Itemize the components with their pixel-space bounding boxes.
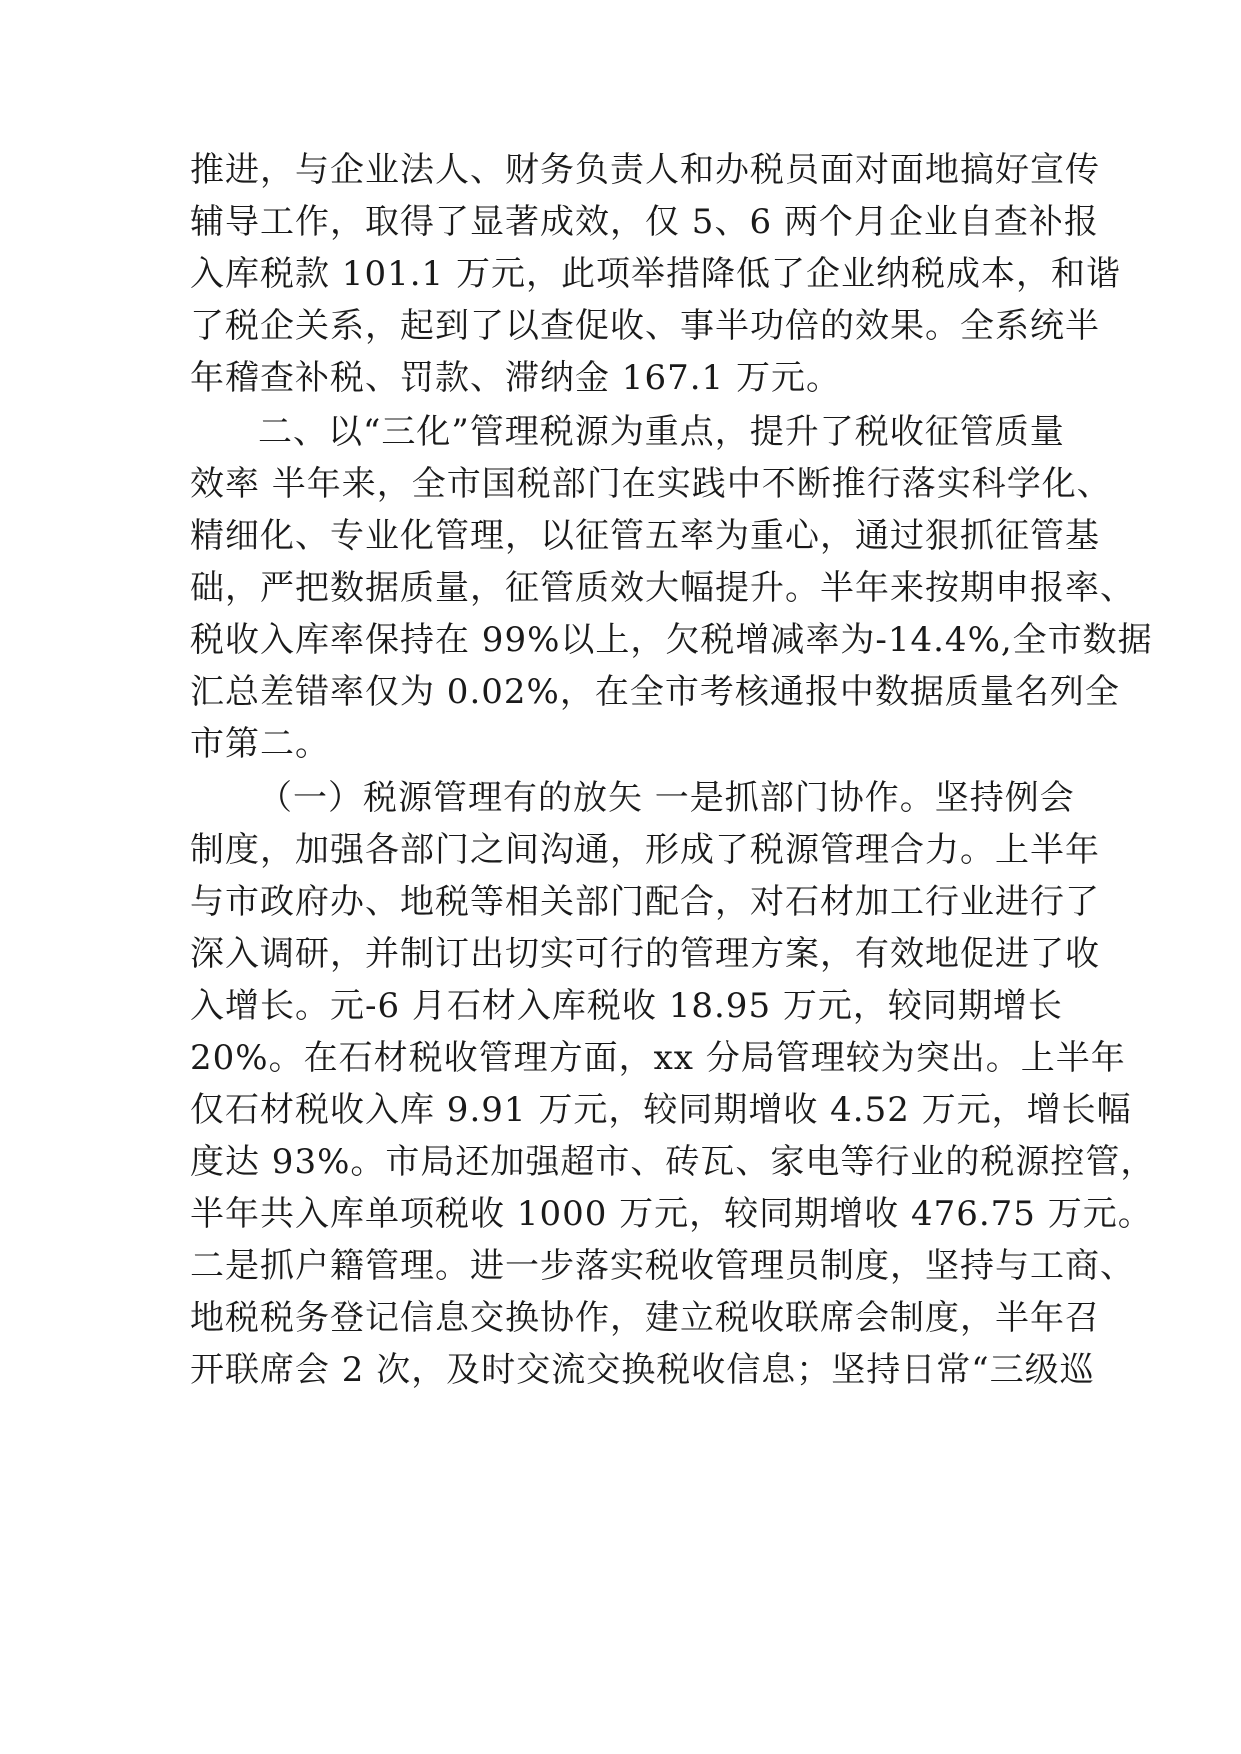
text-line: 推进，与企业法人、财务负责人和办税员面对面地搞好宣传	[190, 150, 1100, 190]
text-line: 入库税款 101.1 万元，此项举措降低了企业纳税成本，和谐	[190, 254, 1121, 294]
text-line: 与市政府办、地税等相关部门配合，对石材加工行业进行了	[190, 882, 1100, 922]
text-line: 20%。在石材税收管理方面，xx 分局管理较为突出。上半年	[190, 1038, 1126, 1078]
text-line: 了税企关系，起到了以查促收、事半功倍的效果。全系统半	[190, 306, 1100, 346]
text-line: 仅石材税收入库 9.91 万元，较同期增收 4.52 万元，增长幅	[190, 1090, 1132, 1130]
text-line: 辅导工作，取得了显著成效，仅 5、6 两个月企业自查补报	[190, 202, 1099, 242]
text-line: 地税税务登记信息交换协作，建立税收联席会制度，半年召	[190, 1298, 1100, 1338]
text-line: 效率 半年来，全市国税部门在实践中不断推行落实科学化、	[190, 464, 1112, 504]
text-line: 精细化、专业化管理，以征管五率为重心，通过狠抓征管基	[190, 516, 1100, 556]
section-heading-line: 二、以“三化”管理税源为重点，提升了税收征管质量	[258, 412, 1065, 452]
text-line: 汇总差错率仅为 0.02%，在全市考核通报中数据质量名列全	[190, 672, 1120, 712]
text-line: 半年共入库单项税收 1000 万元，较同期增收 476.75 万元。	[190, 1194, 1153, 1234]
text-line: 制度，加强各部门之间沟通，形成了税源管理合力。上半年	[190, 830, 1100, 870]
text-line: 税收入库率保持在 99%以上，欠税增减率为-14.4%,全市数据	[190, 620, 1153, 660]
text-line: 深入调研，并制订出切实可行的管理方案，有效地促进了收	[190, 934, 1100, 974]
text-line: 度达 93%。市局还加强超市、砖瓦、家电等行业的税源控管，	[190, 1142, 1156, 1182]
subsection-heading-line: （一）税源管理有的放矢 一是抓部门协作。坚持例会	[258, 778, 1075, 818]
text-line: 市第二。	[190, 724, 330, 764]
text-line: 开联席会 2 次，及时交流交换税收信息；坚持日常“三级巡	[190, 1350, 1095, 1390]
text-line: 入增长。元-6 月石材入库税收 18.95 万元，较同期增长	[190, 986, 1063, 1026]
text-line: 础，严把数据质量，征管质效大幅提升。半年来按期申报率、	[190, 568, 1135, 608]
text-line: 二是抓户籍管理。进一步落实税收管理员制度，坚持与工商、	[190, 1246, 1135, 1286]
text-line: 年稽查补税、罚款、滞纳金 167.1 万元。	[190, 358, 841, 398]
